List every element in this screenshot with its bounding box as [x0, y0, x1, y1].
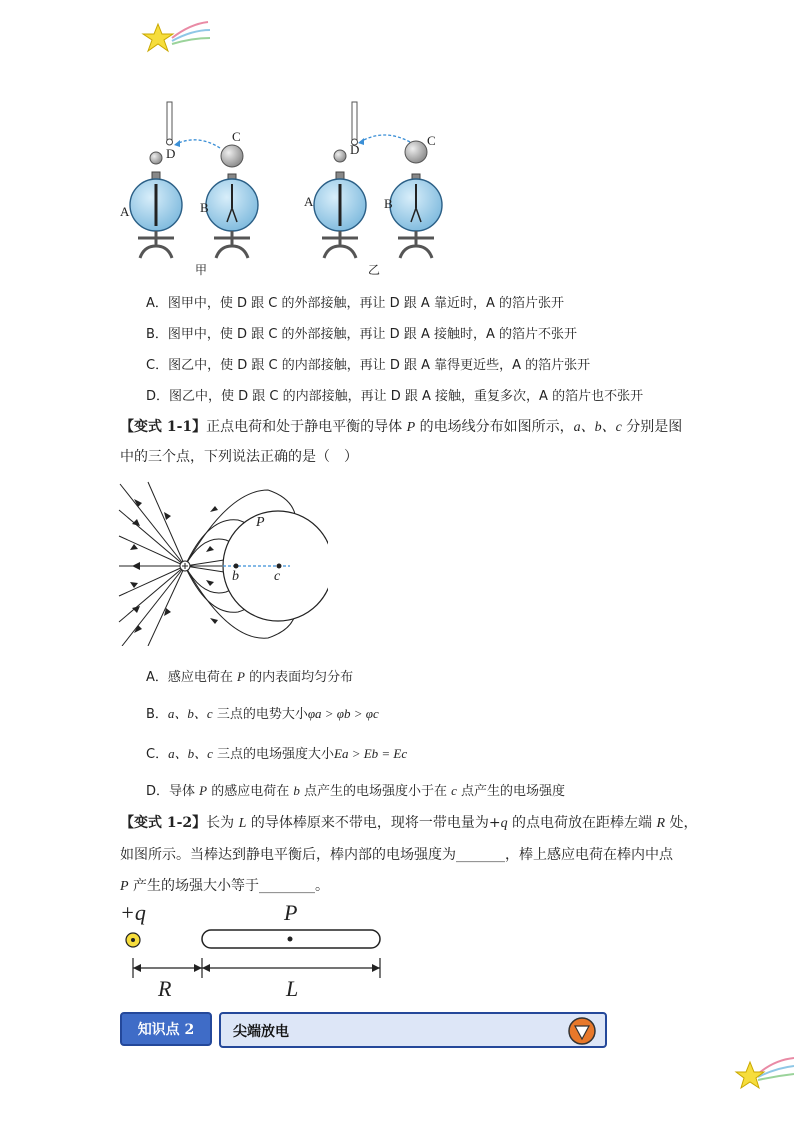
label-B-jia: B	[200, 200, 209, 215]
label-c: c	[274, 569, 281, 584]
v2-P: P	[120, 879, 129, 894]
label-C-jia: C	[232, 129, 241, 144]
opt2A-P: P	[237, 669, 245, 684]
v2-c: 的点电荷放在距棒左端	[507, 815, 657, 831]
label-yi: 乙	[368, 263, 381, 277]
var-abc: a、b、c	[573, 420, 622, 435]
variant-1-1-tag: 【变式 1-1】	[120, 419, 207, 435]
knowledge-title-bar	[219, 1012, 607, 1048]
electroscope-figure	[110, 98, 470, 280]
label-P-fig3: P	[284, 900, 298, 925]
opt2D-P: P	[199, 783, 208, 798]
opt2B-b: 三点的电势大小	[212, 707, 308, 722]
point-c	[277, 564, 282, 569]
chevron-down-icon[interactable]	[567, 1016, 597, 1046]
opt2A-b: 的内表面均匀分布	[244, 670, 354, 685]
knowledge-tag-label: 知识点 2	[137, 1022, 195, 1038]
label-R: R	[158, 976, 172, 1001]
option-1-B: B．图甲中，使 D 跟 C 的外部接触，再让 D 跟 A 接触时，A 的箔片不张开	[146, 327, 577, 342]
star-decoration-bottom	[734, 1052, 794, 1094]
label-B-yi: B	[384, 196, 393, 211]
variant-1-1-text-b: 的电场线分布如图所示，	[415, 419, 574, 435]
v2-a: 长为	[206, 815, 239, 831]
opt2D-cv: c	[451, 783, 457, 798]
variant-1-1-text-c: 分别是图	[621, 419, 683, 435]
variant-1-2-line2: 如图所示。当棒达到静电平衡后，棒内部的电场强度为_______，棒上感应电荷在棒内中点	[120, 847, 673, 863]
v2-l3b: 产生的场强大小等于________。	[128, 878, 330, 894]
field-line-figure	[118, 480, 328, 646]
opt2D-c: 点产生的电场强度小于在	[299, 784, 452, 799]
opt2B-a: B．	[146, 707, 168, 722]
v2-R: R	[656, 816, 666, 831]
opt2C-vars: a、b、c	[168, 746, 213, 761]
label-charge: +q	[120, 900, 146, 925]
option-2-B	[146, 703, 379, 722]
option-1-A: A．图甲中，使 D 跟 C 的外部接触，再让 D 跟 A 靠近时，A 的箔片张开	[146, 296, 564, 311]
option-2-A	[146, 666, 353, 685]
label-D-yi: D	[350, 142, 360, 157]
v2-d: 处，	[665, 815, 698, 831]
point-b	[234, 564, 239, 569]
midpoint-P	[288, 937, 293, 942]
label-jia: 甲	[195, 263, 208, 277]
label-P-fig2: P	[256, 515, 265, 530]
v2-b: 的导体棒原来不带电，现将一带电量为+	[246, 815, 501, 831]
option-2-C	[146, 743, 407, 762]
variant-1-2-line3	[120, 875, 329, 895]
opt2D-b: 的感应电荷在	[207, 784, 294, 799]
v2-q: q	[500, 816, 508, 831]
variant-1-2-line1	[120, 812, 698, 832]
diagram-yi	[314, 102, 442, 258]
opt2A-a: A．感应电荷在	[146, 670, 238, 685]
knowledge-point-tag	[120, 1012, 212, 1046]
label-b: b	[232, 569, 239, 584]
opt2C-b: 三点的电场强度大小	[212, 747, 334, 762]
opt2D-d: 点产生的电场强度	[456, 784, 566, 799]
variant-1-1-line1	[120, 416, 682, 436]
option-1-D: D．图乙中，使 D 跟 C 的内部接触，再让 D 跟 A 接触，重复多次，A 的箔片也不张开	[146, 389, 644, 404]
variant-1-1-text-a: 正点电荷和处于静电平衡的导体	[206, 419, 407, 435]
variant-1-1-line2: 中的三个点，下列说法正确的是（ ）	[120, 449, 358, 465]
opt2C-a: C．	[146, 747, 169, 762]
opt2B-math: φa > φb > φc	[307, 706, 379, 721]
label-D-jia: D	[166, 146, 176, 161]
label-A-yi: A	[304, 194, 314, 209]
label-C-yi: C	[427, 133, 436, 148]
opt2D-a: D．导体	[146, 784, 200, 799]
v2-L: L	[238, 816, 247, 831]
star-decoration-top	[140, 18, 220, 58]
opt2D-bv: b	[293, 783, 300, 798]
opt2B-vars: a、b、c	[167, 706, 213, 721]
rod-figure	[116, 898, 396, 1002]
opt2C-math: Ea > Eb = Ec	[334, 746, 408, 761]
var-P: P	[406, 420, 416, 435]
option-1-C: C．图乙中，使 D 跟 C 的内部接触，再让 D 跟 A 靠得更近些，A 的箔片张开	[146, 358, 591, 373]
diagram-jia	[130, 102, 258, 258]
variant-1-2-tag: 【变式 1-2】	[120, 815, 207, 831]
option-2-D	[146, 780, 565, 799]
label-L: L	[286, 976, 299, 1001]
knowledge-title: 尖端放电	[233, 1024, 289, 1040]
label-A-jia: A	[120, 204, 130, 219]
